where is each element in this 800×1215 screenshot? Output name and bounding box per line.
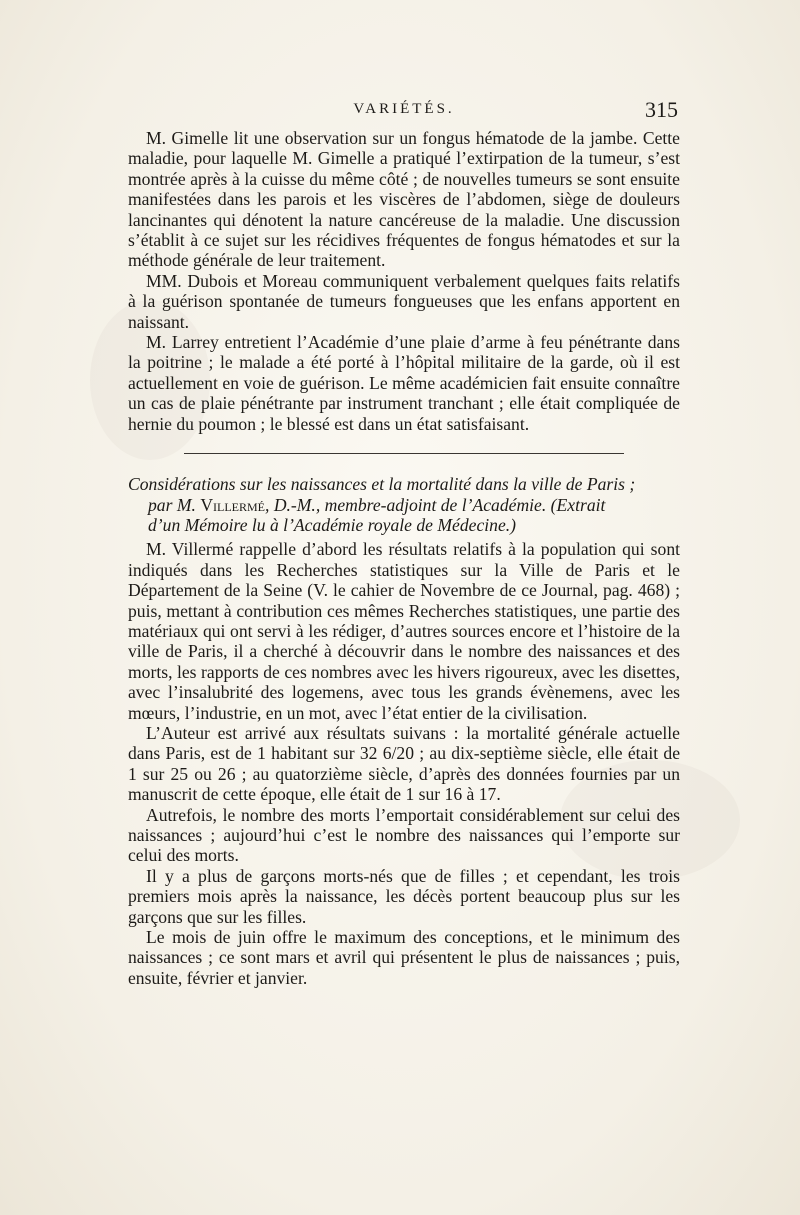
article-title-line-3: d’un Mémoire lu à l’Académie royale de Médecine.) bbox=[148, 514, 517, 535]
paragraph-mortality: L’Auteur est arrivé aux résultats suivans : la mortalité générale actuelle dans Paris, est de 1 habitant sur 32 6/20 ; au dix-septième siècle, elle était de 1 sur 25 ou 26 ; au quatorzième siècle, d’après des données fournies par un manuscrit de cette époque, elle était de 1 sur 16 à 17. bbox=[128, 722, 680, 805]
article-title bbox=[128, 474, 680, 535]
section-divider bbox=[184, 453, 624, 454]
article-title-line-1: Considérations sur les naissances et la mortalité dans la ville de Paris ; bbox=[128, 474, 636, 495]
paragraph-births-deaths: Autrefois, le nombre des morts l’emportait considérablement sur celui des naissances ; aujourd’hui c’est le nombre des naissances qui l’emporte sur celui des morts. bbox=[128, 804, 680, 866]
byline-suffix: , D.-M., membre-adjoint de l’Académie. (Extrait bbox=[265, 494, 606, 515]
paragraph-seasons: Le mois de juin offre le maximum des conceptions, et le minimum des naissances ; ce sont mars et avril qui présentent le plus de naissances ; puis, ensuite, février et janvier. bbox=[128, 927, 680, 988]
paragraph-dubois-moreau: MM. Dubois et Moreau communiquent verbalement quelques faits relatifs à la guérison spontanée de tumeurs fongueuses que les enfans apportent en naissant. bbox=[128, 270, 680, 332]
page-text bbox=[128, 128, 680, 988]
byline-prefix: par M. bbox=[148, 494, 196, 515]
paragraph-gimelle: M. Gimelle lit une observation sur un fongus hématode de la jambe. Cette maladie, pour laquelle M. Gimelle a pratiqué l’extirpation de la tumeur, s’est montrée après à la cuisse du même côté ; de nouvelles tumeurs se sont ensuite manifestées dans les parois et les viscères de l’abdomen, siège de douleurs lancinantes qui dénotent la nature cancéreuse de la maladie. Une discussion s’établit à ce sujet sur les récidives fréquentes de fongus hématodes et sur la méthode générale de leur traitement. bbox=[128, 128, 680, 271]
author-name: Villermé bbox=[200, 494, 266, 515]
page-header bbox=[130, 97, 678, 127]
running-title: VARIÉTÉS. bbox=[353, 101, 455, 117]
paragraph-villerme-intro: M. Villermé rappelle d’abord les résultats relatifs à la population qui sont indiqués dans les Recherches statistiques sur la Ville de Paris et le Département de la Seine (V. le cahier de Novembre de ce Journal, pag. 468) ; puis, mettant à contribution ces mêmes Recherches statistiques, une partie des matériaux qui ont servi à les rédiger, d’autres sources encore et l’histoire de la ville de Paris, il a cherché à découvrir dans le nombre des naissances et des morts, les rapports de ces nombres avec les hivers rigoureux, avec les disettes, avec l’insalubrité des logemens, avec tous les grands évènemens, avec les mœurs, l’industrie, en un mot, avec l’état entier de la civilisation. bbox=[128, 539, 680, 723]
paragraph-larrey: M. Larrey entretient l’Académie d’une plaie d’arme à feu pénétrante dans la poitrine ; le malade a été porté à l’hôpital militaire de la garde, où il est actuellement en voie de guérison. Le même académicien fait ensuite connaître un cas de plaie pénétrante par instrument tranchant ; elle était compliquée de hernie du poumon ; le blessé est dans un état satisfaisant. bbox=[128, 332, 680, 434]
page-number: 315 bbox=[645, 97, 678, 122]
paragraph-stillborn: Il y a plus de garçons morts-nés que de filles ; et cependant, les trois premiers mois après la naissance, les décès portent beaucoup plus sur les garçons que sur les filles. bbox=[128, 865, 680, 927]
article-title-line-2 bbox=[128, 495, 680, 515]
